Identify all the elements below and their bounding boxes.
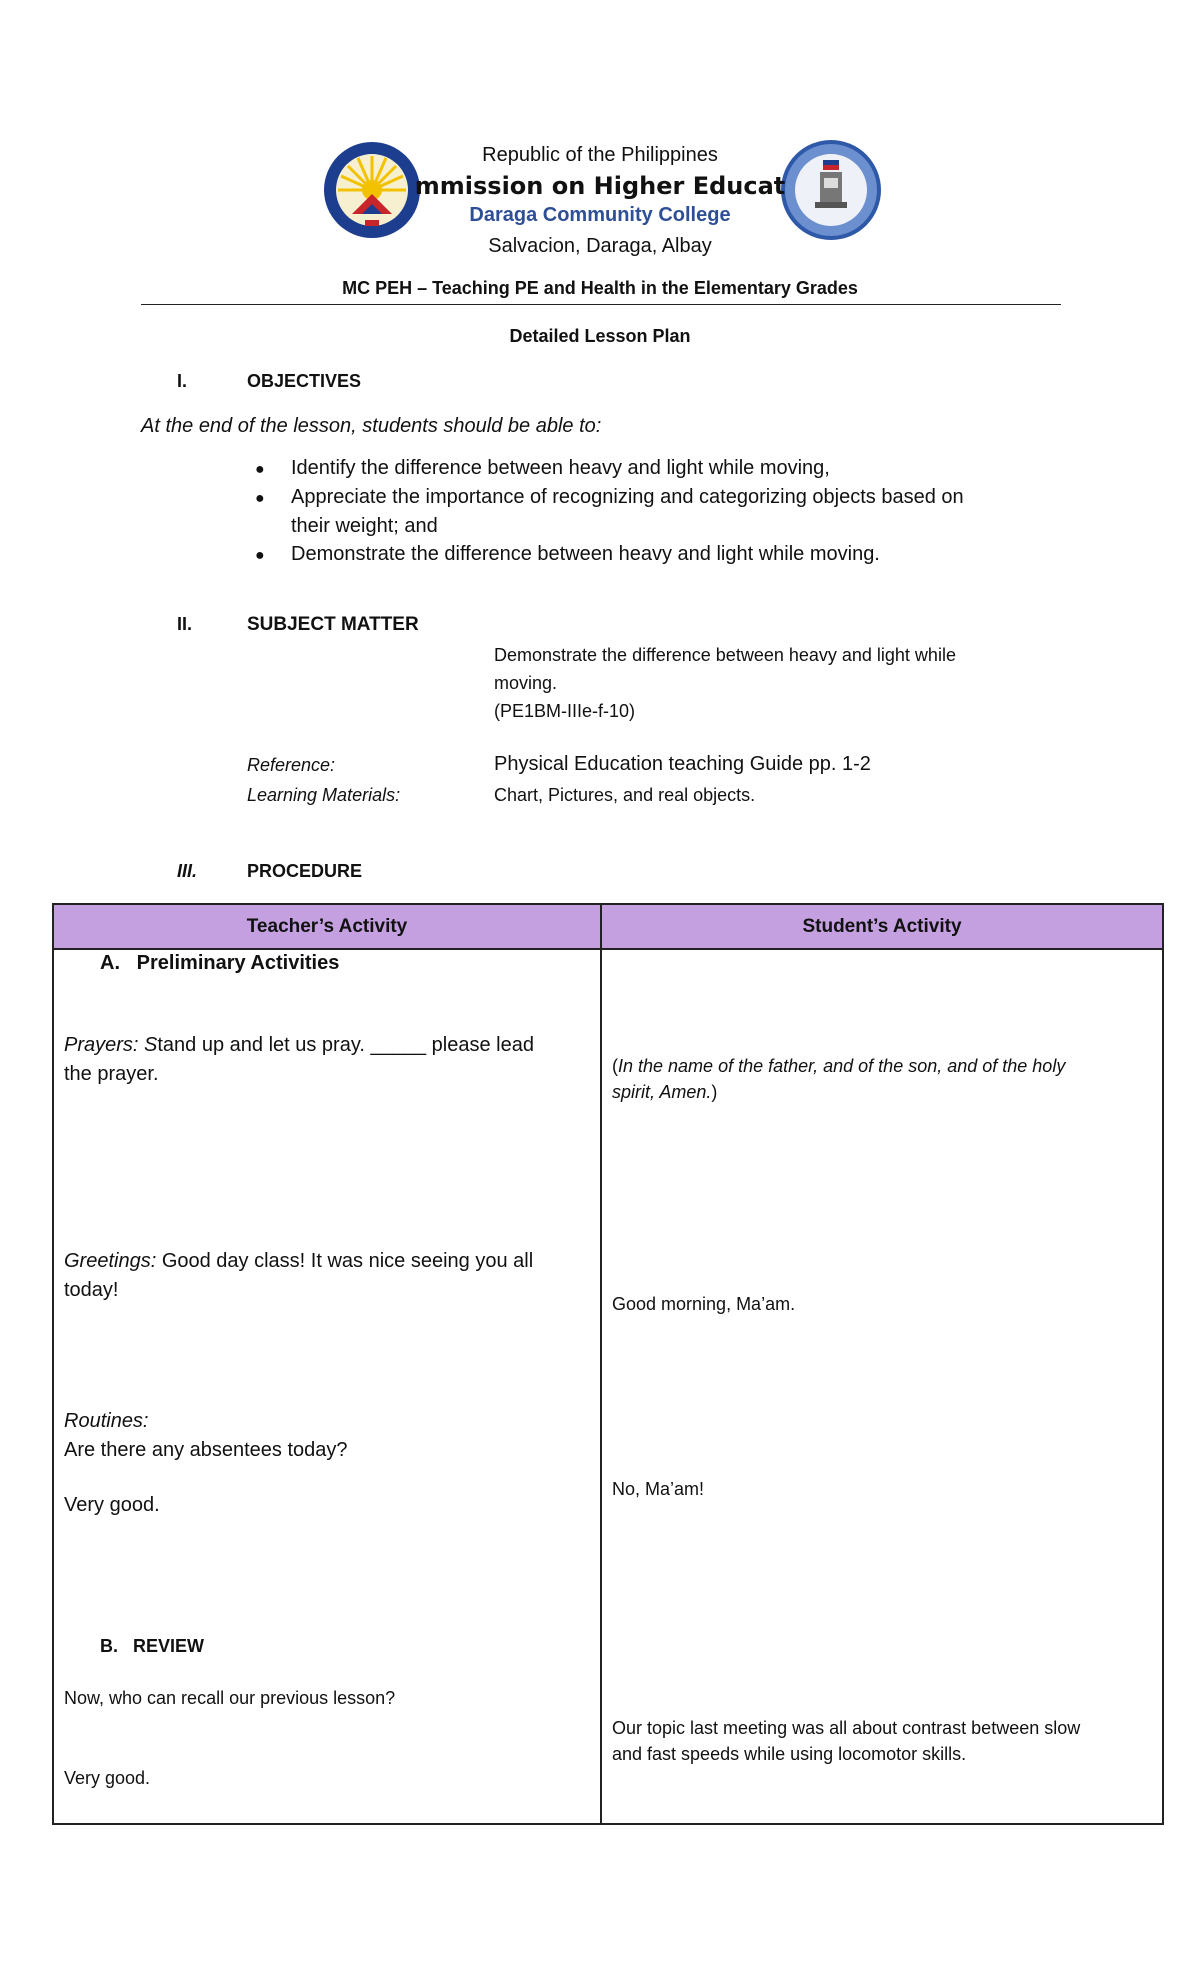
objective-item: Demonstrate the difference between heavy and light while moving. (291, 543, 880, 565)
teacher-activity-header: Teacher’s Activity (53, 904, 601, 949)
section-b-title: REVIEW (133, 1636, 205, 1656)
section-b-heading (100, 1636, 588, 1657)
very-good-1: Very good. (64, 1494, 160, 1516)
review-question: Now, who can recall our previous lesson? (64, 1688, 396, 1708)
student-activity-header: Student’s Activity (601, 904, 1163, 949)
procedure-table (52, 903, 1164, 1825)
prayers-line-continued: the prayer. (64, 1063, 159, 1085)
routines-label: Routines: (64, 1410, 149, 1432)
header-republic: Republic of the Philippines (482, 144, 718, 166)
subject-topic-continued: moving. (494, 673, 558, 693)
subject-code: (PE1BM-IIIe-f-10) (494, 701, 636, 721)
student-review-response-continued: and fast speeds while using locomotor skills. (612, 1744, 967, 1764)
header-commission: mmission on Higher Educat (414, 172, 786, 200)
student-absent-response: No, Ma’am! (612, 1479, 705, 1499)
table-header-row (53, 904, 1163, 949)
student-activity-cell (601, 949, 1163, 1824)
subject-heading: SUBJECT MATTER (247, 614, 419, 635)
reference-label: Reference: (247, 755, 336, 775)
prayers-line (64, 1034, 588, 1057)
reference-value: Physical Education teaching Guide pp. 1-2 (494, 753, 871, 775)
header-college: Daraga Community College (469, 204, 731, 226)
materials-value: Chart, Pictures, and real objects. (494, 785, 756, 805)
routines-question: Are there any absentees today? (64, 1439, 348, 1461)
table-row (53, 949, 1163, 1824)
section-b-letter: B. (100, 1636, 118, 1656)
section-a-title: Preliminary Activities (136, 952, 340, 974)
greetings-label: Greetings: (64, 1250, 157, 1272)
student-prayer-response-continued (612, 1082, 1150, 1103)
greetings-line (64, 1250, 588, 1273)
bullet-icon: ● (255, 547, 265, 564)
greetings-line-continued: today! (64, 1279, 119, 1301)
student-prayer-response (612, 1056, 1150, 1077)
prayers-text: tand up and let us pray. _____ please lead (157, 1034, 534, 1056)
prayer-open-paren: ( (612, 1056, 618, 1076)
materials-label: Learning Materials: (247, 785, 401, 805)
subject-topic: Demonstrate the difference between heavy and light while (494, 645, 956, 665)
prayer-response-line1: In the name of the father, and of the son, and of the holy (618, 1056, 1066, 1076)
prayer-close-paren: ) (711, 1082, 718, 1102)
objectives-heading: OBJECTIVES (247, 371, 362, 391)
student-greeting-response: Good morning, Ma’am. (612, 1294, 796, 1314)
subject-numeral: II. (177, 614, 193, 634)
course-title: MC PEH – Teaching PE and Health in the Elementary Grades (342, 278, 858, 298)
prayer-response-line2: spirit, Amen. (612, 1082, 712, 1102)
objectives-intro: At the end of the lesson, students should be able to: (141, 415, 602, 437)
very-good-2: Very good. (64, 1768, 151, 1788)
header-divider (141, 304, 1061, 305)
bullet-icon: ● (255, 490, 265, 507)
procedure-numeral: III. (177, 861, 198, 881)
objectives-numeral: I. (177, 371, 188, 391)
objective-item: Identify the difference between heavy and light while moving, (291, 457, 830, 479)
greetings-text: Good day class! It was nice seeing you all (156, 1250, 534, 1272)
header-address: Salvacion, Daraga, Albay (488, 235, 712, 257)
section-a-letter: A. (100, 952, 120, 974)
objective-item-continued: their weight; and (291, 515, 438, 537)
bullet-icon: ● (255, 461, 265, 478)
objective-item: Appreciate the importance of recognizing and categorizing objects based on (291, 486, 964, 508)
prayers-label: Prayers: S (64, 1034, 158, 1056)
student-review-response: Our topic last meeting was all about contrast between slow (612, 1718, 1081, 1738)
doc-title: Detailed Lesson Plan (509, 326, 691, 346)
teacher-activity-cell (53, 949, 601, 1824)
section-a-heading (100, 952, 588, 975)
procedure-heading: PROCEDURE (247, 861, 363, 881)
